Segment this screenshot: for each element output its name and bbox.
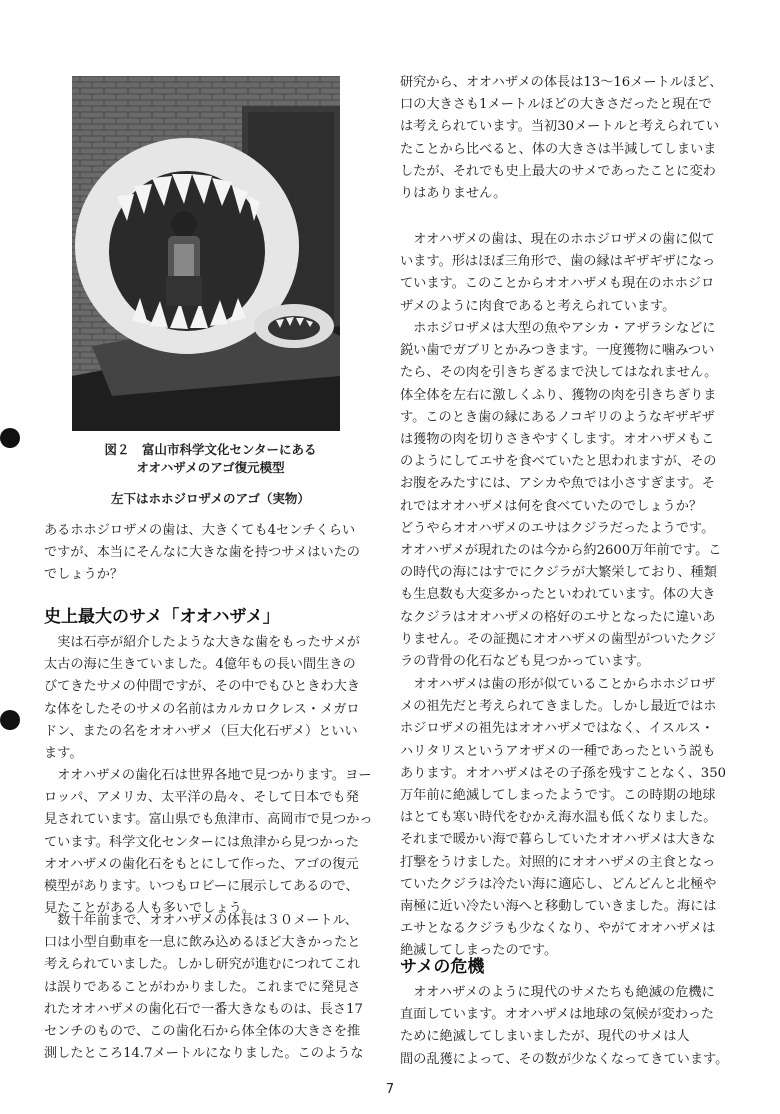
figure-caption-line1: 図２ 富山市科学文化センターにある — [104, 442, 317, 457]
text-line: 打撃をうけました。対照的にオオハザメの主食となっ — [400, 854, 716, 870]
text-line: ですが、本当にそんなに大きな歯を持つサメはいたの — [44, 545, 360, 561]
text-line: います。形はほぼ三角形で、歯の縁はギザギザになっ — [400, 254, 716, 270]
text-line: ザメのように肉食であると考えられています。 — [400, 298, 676, 314]
text-line: お腹をみたすには、アシカや魚では小さすぎます。そ — [400, 476, 715, 492]
paragraph — [44, 910, 377, 1065]
text-line: 体全体を左右に激しくふり、獲物の肉を引きちぎりま — [400, 387, 717, 403]
text-line: 模型があります。いつもロビーに展示してあるので、 — [44, 879, 359, 895]
text-line: は誤りであることがわかりました。これまでに発見さ — [44, 979, 361, 995]
paragraph — [400, 318, 733, 673]
text-line: 考えられていました。しかし研究が進むにつれてこれ — [44, 957, 361, 973]
text-line: ドン、またの名をオオハザメ（巨大化石ザメ）といい — [44, 723, 358, 739]
text-line: 万年前に絶滅してしまったようです。この時期の地球 — [400, 788, 716, 804]
shark-jaw-photo — [72, 76, 340, 431]
text-line: りません。その証拠にオオハザメの歯型がついたクジ — [400, 631, 717, 647]
text-line: たことから比べると、体の大きさは半減してしまいま — [400, 141, 717, 157]
text-line: 直面しています。オオハザメは地球の気候が変わった — [400, 1007, 715, 1023]
text-line: の時代の海にはすでにクジラが大繁栄しており、種類 — [400, 565, 717, 581]
text-line: なクジラはオオハザメの格好のエサとなったに違いあ — [400, 609, 716, 625]
text-line: れたオオハザメの歯化石で一番大きなものは、長さ17 — [44, 1001, 363, 1017]
text-line: オオハザメの歯化石をもとにして作った、アゴの復元 — [44, 856, 359, 872]
figure-caption-line2: オオハザメのアゴ復元模型 — [136, 460, 285, 475]
text-line: どうやらオオハザメのエサはクジラだったようです。 — [400, 520, 715, 536]
text-line: ていたクジラは冷たい海に適応し、どんどんと北極や — [400, 876, 717, 892]
text-line: あるホホジロザメの歯は、大きくても4センチくらい — [44, 523, 356, 538]
text-line: も生息数も大変多かったといわれています。体の大き — [400, 587, 716, 603]
text-line: す。このとき歯の縁にあるノコギリのようなギザギザ — [400, 409, 715, 425]
figure-subcaption: 左下はホホジロザメのアゴ（実物） — [111, 491, 310, 506]
text-line: 間の乱獲によって、その数が少なくなってきています。 — [400, 1051, 729, 1067]
text-line: 口の大きさも1メートルほどの大きさだったと現在で — [400, 97, 712, 113]
text-line: エサとなるクジラも少なくなり、やがてオオハザメは — [400, 921, 716, 937]
text-line: 研究から、オオハザメの体長は13〜16メートルほど、 — [400, 75, 723, 90]
intro-paragraph — [44, 520, 377, 587]
text-line: ハリタリスというアオザメの一種であったという説も — [400, 743, 716, 759]
text-line: ロッパ、アメリカ、太平洋の島々、そして日本でも発 — [44, 790, 359, 806]
text-line: 見されています。富山県でも魚津市、高岡市で見つかっ — [44, 812, 373, 828]
text-line: びてきたサメの仲間ですが、その中でもひときわ大き — [44, 679, 360, 695]
binder-hole-bottom — [0, 710, 20, 730]
page-number: 7 — [385, 1082, 395, 1097]
paragraph — [400, 229, 733, 318]
text-line: 太古の海に生きていました。4億年もの長い間生きの — [44, 657, 356, 673]
text-line: あります。オオハザメはその子孫を残すことなく、350 — [400, 765, 726, 781]
paragraph — [400, 674, 733, 963]
text-line: 鋭い歯でガブリとかみつきます。一度獲物に噛みつい — [400, 343, 715, 359]
text-line: れではオオハザメは何を食べていたのでしょうか？ — [400, 498, 703, 514]
text-line: メの祖先だと考えられてきました。しかし最近ではホ — [400, 699, 717, 715]
text-line: ています。このことからオオハザメも現在のホホジロ — [400, 276, 715, 292]
text-line: ています。科学文化センターには魚津から見つかった — [44, 834, 359, 850]
text-line: したが、それでも史上最大のサメであったことに変わ — [400, 163, 716, 179]
text-line: センチのもので、この歯化石から体全体の大きさを推 — [44, 1024, 361, 1040]
text-line: オオハザメの歯化石は世界各地で見つかります。ヨー — [44, 768, 372, 783]
paragraph — [44, 765, 377, 920]
text-line: 口は小型自動車を一息に飲み込めるほど大きかったと — [44, 935, 361, 951]
text-line: ホジロザメの祖先はオオハザメではなく、イスルス・ — [400, 721, 714, 737]
text-line: たら、その肉を引きちぎるまで決してはなれません。 — [400, 365, 718, 381]
text-line: は獲物の肉を切りさきやすくします。オオハザメもこ — [400, 432, 715, 448]
text-line: 南極に近い冷たい海へと移動していきました。海には — [400, 899, 717, 915]
text-line: オオハザメのように現代のサメたちも絶滅の危機に — [400, 985, 715, 1000]
section-heading-megalodon: 史上最大のサメ「オオハザメ」 — [44, 607, 280, 627]
text-line: のようにしてエサを食べていたと思われますが、その — [400, 454, 717, 470]
text-line: それまで暖かい海で暮らしていたオオハザメは大きな — [400, 832, 716, 848]
paragraph — [400, 982, 733, 1071]
section-heading-shark-crisis: サメの危機 — [400, 957, 485, 977]
text-line: オオハザメの歯は、現在のホホジロザメの歯に似て — [400, 232, 715, 247]
text-line: 測したところ14.7メートルになりました。このような — [44, 1046, 364, 1062]
text-line: は考えられています。当初30メートルと考えられてい — [400, 119, 720, 135]
text-line: 見たことがある人も多いでしょう。 — [44, 901, 255, 917]
text-line: はとても寒い時代をむかえ海水温も低くなりました。 — [400, 810, 717, 826]
text-line: ホホジロザメは大型の魚やアシカ・アザラシなどに — [400, 321, 716, 336]
paragraph — [400, 72, 733, 205]
paragraph — [44, 632, 377, 765]
text-line: 数十年前まで、オオハザメの体長は３０メートル、 — [44, 913, 358, 928]
text-line: オオハザメは歯の形が似ていることからホホジロザ — [400, 677, 716, 692]
binder-hole-top — [0, 428, 20, 448]
text-line: な体をしたそのサメの名前はカルカロクレス・メガロ — [44, 701, 360, 717]
text-line: 絶滅してしまったのです。 — [400, 943, 558, 959]
text-line: ラの背骨の化石なども見つかっています。 — [400, 654, 650, 670]
text-line: 実は石亭が紹介したような大きな歯をもったサメが — [44, 635, 360, 650]
text-line: ために絶滅してしまいましたが、現代のサメは人 — [400, 1029, 690, 1045]
text-line: ます。 — [44, 746, 83, 762]
text-line: オオハザメが現れたのは今から約2600万年前です。こ — [400, 543, 722, 559]
figure-caption — [44, 441, 377, 477]
text-line: でしょうか？ — [44, 567, 124, 583]
text-line: りはありません。 — [400, 186, 507, 202]
